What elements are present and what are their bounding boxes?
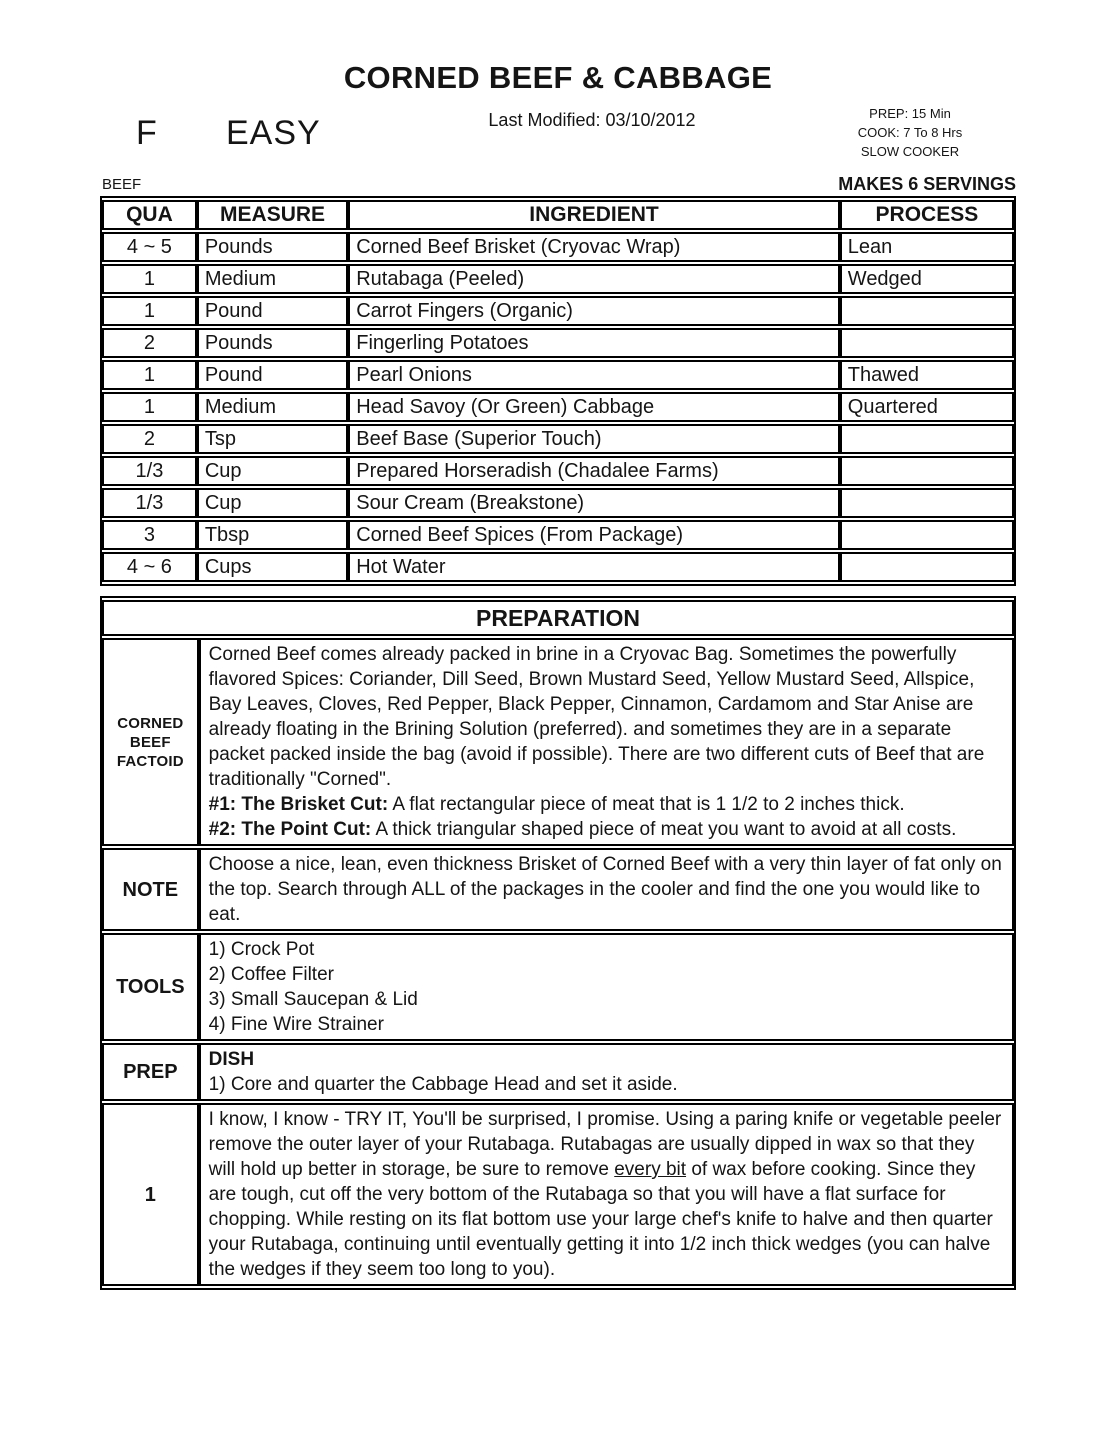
table-row <box>102 392 1014 422</box>
text-run: 2) Coffee Filter <box>208 964 334 985</box>
ingredients-table-header <box>102 200 1014 230</box>
ingredients-table-body <box>102 232 1014 582</box>
text-run: 4) Fine Wire Strainer <box>208 1014 384 1035</box>
table-cell <box>840 488 1014 518</box>
text-block <box>209 817 1004 842</box>
table-cell: 2 <box>102 424 197 454</box>
text-run: DISH <box>208 1049 255 1070</box>
text-run: 3) Small Saucepan & Lid <box>208 989 418 1010</box>
column-header-qua: QUA <box>102 200 197 230</box>
table-cell: Pound <box>197 296 348 326</box>
prep-time: PREP: 15 Min <box>869 106 951 121</box>
preparation-row-tools <box>102 933 1014 1041</box>
text-run: I know, I know - TRY IT, You'll be surprised, I promise. Using a paring knife or vegetable peeler remove the outer layer of your Rutabaga. Rutabagas are usually dipped in wax so that they will hold up better in storage, be sure to remove <box>208 1109 1002 1180</box>
text-run: every bit <box>614 1159 687 1180</box>
section-body-step-1 <box>199 1103 1014 1286</box>
table-row <box>102 360 1014 390</box>
cook-info <box>820 104 1000 161</box>
table-cell: 1 <box>102 392 197 422</box>
table-cell: Hot Water <box>348 552 840 582</box>
table-cell: Medium <box>197 392 348 422</box>
text-block <box>209 1047 1004 1072</box>
preparation-row-step-1 <box>102 1103 1014 1286</box>
table-cell <box>840 328 1014 358</box>
table-cell: 1 <box>102 360 197 390</box>
table-row <box>102 456 1014 486</box>
difficulty-label: EASY <box>226 114 321 152</box>
table-cell: Cup <box>197 456 348 486</box>
table-cell: 3 <box>102 520 197 550</box>
table-cell: Cups <box>197 552 348 582</box>
section-label-note: NOTE <box>102 848 199 931</box>
table-cell: Corned Beef Brisket (Cryovac Wrap) <box>348 232 840 262</box>
table-cell: Head Savoy (Or Green) Cabbage <box>348 392 840 422</box>
text-run: A flat rectangular piece of meat that is 1 1/2 to 2 inches thick. <box>388 794 905 815</box>
preparation-row-note <box>102 848 1014 931</box>
table-cell <box>840 296 1014 326</box>
section-body-prep <box>199 1043 1014 1101</box>
servings-label: MAKES 6 SERVINGS <box>838 174 1016 194</box>
section-body-tools <box>199 933 1014 1041</box>
table-row <box>102 296 1014 326</box>
text-block <box>209 987 1004 1012</box>
table-cell: Sour Cream (Breakstone) <box>348 488 840 518</box>
table-cell <box>840 520 1014 550</box>
text-run: of wax before cooking. Since they are tough, cut off the very bottom of the Rutabaga so that you will have a flat surface for chopping. While resting on its flat bottom use your large chef's knife to halve and then quarter your Rutabaga, continuing until eventually getting it into 1/2 inch thick wedges (you can halve the wedges if they seem too long to you). <box>208 1159 993 1280</box>
table-cell: Cup <box>197 488 348 518</box>
text-block <box>209 792 1004 817</box>
section-label-prep: PREP <box>102 1043 199 1101</box>
column-header-measure: MEASURE <box>197 200 348 230</box>
ingredients-table <box>100 196 1016 586</box>
section-body-factoid <box>199 638 1014 846</box>
table-cell: 1/3 <box>102 488 197 518</box>
table-cell: Pearl Onions <box>348 360 840 390</box>
preparation-row-prep <box>102 1043 1014 1101</box>
table-cell: Carrot Fingers (Organic) <box>348 296 840 326</box>
table-cell <box>840 424 1014 454</box>
text-run: Corned Beef comes already packed in brine in a Cryovac Bag. Sometimes the powerfully flavored Spices: Coriander, Dill Seed, Brown Mustard Seed, Yellow Mustard Seed, Allspice, Bay Leaves, Cloves, Red Pepper, Black Pepper, Cinnamon, Cardamom and Star Anise are already floating in the Brining Solution (preferred). and sometimes they are in a separate packet packed inside the bag (avoid if possible). There are two different cuts of Beef that are traditionally "Corned". <box>208 644 985 790</box>
column-header-ingredient: INGREDIENT <box>348 200 840 230</box>
text-run: Choose a nice, lean, even thickness Brisket of Corned Beef with a very thin layer of fat only on the top. Search through ALL of the packages in the cooler and find the one you would like to eat. <box>208 854 1002 925</box>
column-header-process: PROCESS <box>840 200 1014 230</box>
table-cell: 1/3 <box>102 456 197 486</box>
table-cell: 4 ~ 6 <box>102 552 197 582</box>
table-cell: Corned Beef Spices (From Package) <box>348 520 840 550</box>
table-cell: Fingerling Potatoes <box>348 328 840 358</box>
table-cell: Beef Base (Superior Touch) <box>348 424 840 454</box>
table-row <box>102 328 1014 358</box>
section-body-note <box>199 848 1014 931</box>
table-cell: Quartered <box>840 392 1014 422</box>
preparation-title-row <box>102 600 1014 636</box>
table-cell: Pound <box>197 360 348 390</box>
table-cell: Prepared Horseradish (Chadalee Farms) <box>348 456 840 486</box>
table-cell: Pounds <box>197 328 348 358</box>
last-modified: Last Modified: 03/10/2012 <box>488 110 696 130</box>
table-row <box>102 520 1014 550</box>
table-cell: Wedged <box>840 264 1014 294</box>
preparation-title: PREPARATION <box>102 600 1014 636</box>
table-header-row <box>102 200 1014 230</box>
table-cell: Pounds <box>197 232 348 262</box>
table-cell: Thawed <box>840 360 1014 390</box>
text-block <box>209 642 1004 792</box>
table-cell <box>840 456 1014 486</box>
table-cell <box>840 552 1014 582</box>
table-row <box>102 264 1014 294</box>
text-block <box>209 1072 1004 1097</box>
text-run: #1: The Brisket Cut: <box>208 794 389 815</box>
table-cell: Tsp <box>197 424 348 454</box>
text-run: #2: The Point Cut: <box>208 819 372 840</box>
page-content <box>100 0 1016 1290</box>
text-block <box>209 1012 1004 1037</box>
table-cell: Rutabaga (Peeled) <box>348 264 840 294</box>
preparation-row-factoid <box>102 638 1014 846</box>
table-cell: Lean <box>840 232 1014 262</box>
text-run: 1) Crock Pot <box>208 939 315 960</box>
text-run: 1) Core and quarter the Cabbage Head and set it aside. <box>208 1074 678 1095</box>
table-cell: 1 <box>102 296 197 326</box>
cook-time: COOK: 7 To 8 Hrs <box>857 125 963 140</box>
cook-method: SLOW COOKER <box>860 144 960 159</box>
grade-letter: F <box>136 114 157 152</box>
table-cell: 4 ~ 5 <box>102 232 197 262</box>
table-cell: 2 <box>102 328 197 358</box>
table-cell: Medium <box>197 264 348 294</box>
table-cell: Tbsp <box>197 520 348 550</box>
section-label-factoid: CORNED BEEF FACTOID <box>102 638 199 846</box>
preparation-table <box>100 596 1016 1290</box>
text-block <box>209 852 1004 927</box>
section-label-step-1: 1 <box>102 1103 199 1286</box>
text-block <box>209 1107 1004 1282</box>
text-run: A thick triangular shaped piece of meat you want to avoid at all costs. <box>371 819 957 840</box>
category-label: BEEF <box>102 176 142 193</box>
table-row <box>102 232 1014 262</box>
section-label-tools: TOOLS <box>102 933 199 1041</box>
text-block <box>209 962 1004 987</box>
table-cell: 1 <box>102 264 197 294</box>
table-row <box>102 488 1014 518</box>
text-block <box>209 937 1004 962</box>
page-title: CORNED BEEF & CABBAGE <box>343 60 773 95</box>
table-row <box>102 552 1014 582</box>
page-header <box>100 0 1016 196</box>
table-row <box>102 424 1014 454</box>
